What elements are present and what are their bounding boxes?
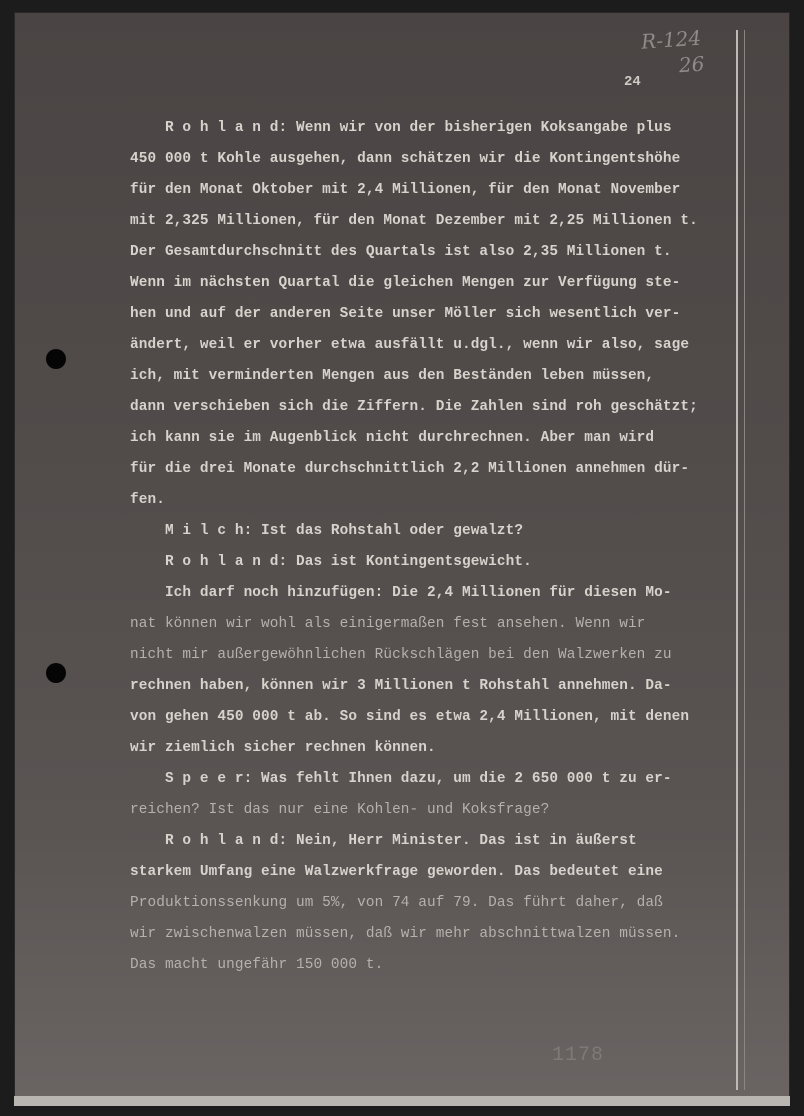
archive-mark-line2: 26	[678, 51, 706, 78]
text-line: fen.	[130, 492, 165, 508]
text-line: Das macht ungefähr 150 000 t.	[130, 957, 384, 973]
text-line: Ich darf noch hinzufügen: Die 2,4 Millionen für diesen Mo-	[130, 585, 672, 601]
text-line: Der Gesamtdurchschnitt des Quartals ist also 2,35 Millionen t.	[130, 244, 672, 260]
text-line: für den Monat Oktober mit 2,4 Millionen, für den Monat November	[130, 182, 681, 198]
punch-hole-bottom	[46, 663, 66, 683]
page-number: 24	[624, 74, 641, 90]
text-line: ich, mit verminderten Mengen aus den Beständen leben müssen,	[130, 368, 655, 384]
text-line: dann verschieben sich die Ziffern. Die Zahlen sind roh geschätzt;	[130, 399, 698, 415]
text-line: R o h l a n d: Das ist Kontingentsgewicht.	[130, 554, 532, 570]
text-line: rechnen haben, können wir 3 Millionen t Rohstahl annehmen. Da-	[130, 678, 672, 694]
footer-page-stamp: 1178	[552, 1044, 605, 1067]
text-line: 450 000 t Kohle ausgehen, dann schätzen wir die Kontingentshöhe	[130, 151, 681, 167]
text-line: ich kann sie im Augenblick nicht durchrechnen. Aber man wird	[130, 430, 655, 446]
text-line: reichen? Ist das nur eine Kohlen- und Koksfrage?	[130, 802, 550, 818]
text-line: mit 2,325 Millionen, für den Monat Dezember mit 2,25 Millionen t.	[130, 213, 698, 229]
text-line: nat können wir wohl als einigermaßen fest ansehen. Wenn wir	[130, 616, 646, 632]
text-line: starkem Umfang eine Walzwerkfrage geworden. Das bedeutet eine	[130, 864, 663, 880]
text-line: R o h l a n d: Wenn wir von der bisherigen Koksangabe plus	[130, 120, 672, 136]
text-line: für die drei Monate durchschnittlich 2,2 Millionen annehmen dür-	[130, 461, 690, 477]
text-line: Produktionssenkung um 5%, von 74 auf 79. Das führt daher, daß	[130, 895, 663, 911]
page-bottom-edge	[14, 1096, 790, 1106]
archive-handwritten-mark	[640, 23, 723, 80]
typewritten-text	[130, 113, 710, 981]
text-line: S p e e r: Was fehlt Ihnen dazu, um die 2 650 000 t zu er-	[130, 771, 672, 787]
text-line: nicht mir außergewöhnlichen Rückschlägen bei den Walzwerken zu	[130, 647, 672, 663]
archive-mark-line1: R-124	[640, 25, 702, 54]
text-line: R o h l a n d: Nein, Herr Minister. Das ist in äußerst	[130, 833, 637, 849]
text-line: M i l c h: Ist das Rohstahl oder gewalzt?	[130, 523, 524, 539]
text-line: von gehen 450 000 t ab. So sind es etwa 2,4 Millionen, mit denen	[130, 709, 690, 725]
punch-hole-top	[46, 349, 66, 369]
text-line: wir zwischenwalzen müssen, daß wir mehr abschnittwalzen müssen.	[130, 926, 681, 942]
text-line: wir ziemlich sicher rechnen können.	[130, 740, 436, 756]
text-line: Wenn im nächsten Quartal die gleichen Mengen zur Verfügung ste-	[130, 275, 681, 291]
text-line: hen und auf der anderen Seite unser Möller sich wesentlich ver-	[130, 306, 681, 322]
text-line: ändert, weil er vorher etwa ausfällt u.dgl., wenn wir also, sage	[130, 337, 690, 353]
page-fold-edge	[736, 30, 745, 1090]
